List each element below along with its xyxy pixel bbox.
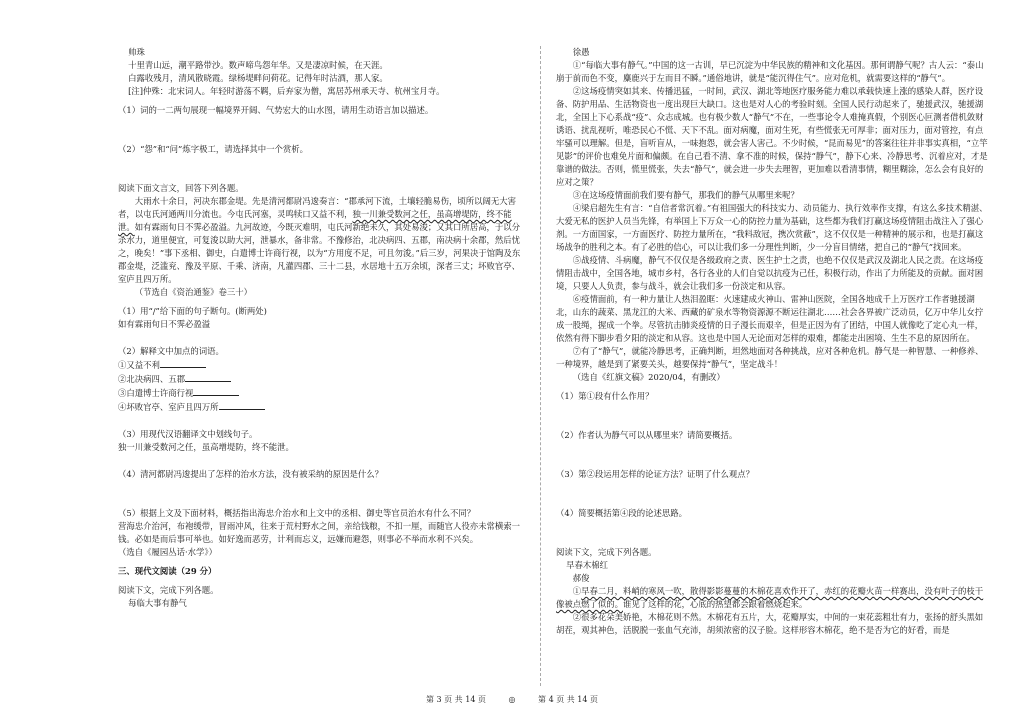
poem-note: [注]仲殊：北宋词人。年轻时游荡不羁，后弃家为僧，寓居苏州承天寺、杭州宝月寺。 bbox=[128, 86, 445, 96]
answer-blank[interactable] bbox=[193, 386, 239, 396]
question-c2: （2）解释文中加点的词语。 bbox=[118, 346, 224, 356]
page-number-left: 第 3 页 共 14 页 bbox=[425, 695, 486, 704]
article-author: 徐愚 bbox=[572, 47, 590, 57]
left-column bbox=[118, 46, 528, 610]
poem-title: 帅珠 bbox=[128, 47, 145, 57]
answer-blank[interactable] bbox=[219, 400, 265, 410]
article-paragraph: ③在这场疫情面前我们要有静气，那我们的静气从哪里来呢？ bbox=[572, 190, 799, 200]
article-paragraph: ①“每临大事有静气。”中国的这一古训，早已沉淀为中华民族的精神和文化基因。那何谓静气呢？古人云：“泰山崩于前而色不变，麋鹿兴于左而目不瞬。”通俗地讲，就是“能沉得住气”。应对危机，就需要这样的“静气”。 bbox=[556, 60, 984, 83]
poem-line: 十里青山远，潮平路带沙。数声啼鸟怨年华。又是凄凉时候，在天涯。 bbox=[128, 60, 388, 70]
reading2-author: 郝俊 bbox=[572, 573, 590, 583]
modern-title: 每临大事有静气 bbox=[128, 598, 187, 608]
question-c2-item: ④坏败官亭、室庐且四万所 bbox=[118, 400, 528, 414]
reading2-intro: 阅读下文，完成下列各题。 bbox=[556, 547, 657, 557]
underlined-sentence: 早春二月，料峭的寒风一吹，散得影影蔓蔓的木棉花喜欢作开了，赤红的花瓣火苗一样赛出，没有叶子的枝干像被点燃了似的。 bbox=[556, 586, 984, 609]
question-c2-item: ③白遣博士许商行视 bbox=[118, 386, 528, 400]
article-paragraph: ⑤战疫情、斗病魔，静气不仅仅是各级政府之责、医生护士之责，也绝不仅仅是武汉及湖北人民之责。在这场疫情阻击战中，全国各地，城市乡村，各行各业的人们自觉以抗疫为己任，积极行动，作出了力所能及的贡献。面对困境，只要人人负责，参与战斗，就会让我们多一份淡定和从容。 bbox=[556, 255, 984, 291]
reading2-paragraph: ②很多花朵美娇艳，木棉花则不然。木棉花有五片，大，花瓣厚实，中间的一束花蕊粗壮有力，张扬的舒头黑如胡茬，观其神色，活脱脱一张血气充沛，胡须浓密的汉子脸。这样形容木棉花，绝不是否为它的好看，而是 bbox=[556, 612, 984, 635]
question-poem-1: （1）词的一二两句展现一幅境界开阔、气势宏大的山水图，请用生动语言加以描述。 bbox=[118, 105, 434, 115]
question-c5-material: 营海忠介治河，布袍缓带，冒雨冲风，往来于荒村野水之间，亲给钱粮，不扣一厘，而随官人役亦未常横索一钱。必如是而后事可举也。如好逸而恶劳，计利而忘义，远嫌而避怨，则事必不举而水利不兴矣。 bbox=[118, 521, 520, 544]
question-c4: （4）清河都尉冯逡提出了怎样的治水方法，没有被采纳的原因是什么？ bbox=[118, 469, 383, 479]
article-paragraph: ⑥疫情面前，有一种力量让人热泪盈眶：火速建成火神山、雷神山医院，全国各地成千上万医疗工作者驰援湖北，山东的蔬菜、黑龙江的大米、西藏的矿泉水等物资源源不断运往湖北……社会各界被广泛动员，亿万中华儿女拧成一股绳，握成一个拳。尽管抗击肺炎疫情的日子漫长而艰辛，但是正因为有了团结，中国人就像吃了定心丸一样，依然有得下脚步看夕阳的淡定和从容。这也是中国人无论面对怎样的艰难，都能走出困境、生生不息的原因所在。 bbox=[556, 294, 984, 343]
section-heading: 三、现代文阅读（29 分） bbox=[118, 566, 217, 576]
poem-line: 白露收残月，清风散晓霞。绿杨堤畔问荷花。记得年时沽酒，那人家。 bbox=[128, 73, 388, 83]
underlined-sentence: 独一川兼受数河之任，虽高增堤防，终不能泄。 bbox=[118, 209, 512, 232]
question-c3-sentence: 独一川兼受数河之任，虽高增堤防，终不能泄。 bbox=[118, 442, 294, 452]
question-m4: （4）简要概括第④段的论述思路。 bbox=[556, 508, 687, 518]
page-footer bbox=[0, 694, 1024, 705]
article-paragraph: ④梁启超先生有言：“自信者常沉着。”有祖国强大的科技实力、动员能力、执行效率作支撑，有这么多技术精湛、大爱无私的医护人员当先锋，有举国上下万众一心的防控力量为基础，这些都为我们打赢这场疫情阻击战注入了强心剂。一方面国家，一方面医疗、防控力量所在，“我料敌冠，携次赏蔽”，这不仅仅是一种精神的展示和，也是打赢这场战争的胜利之本。有了必胜的信心，可以让我们多一分理性判断，少一分盲目情绪，把自己的“静气”找回来。 bbox=[556, 203, 988, 252]
page-number-right: 第 4 页 共 14 页 bbox=[538, 695, 599, 704]
question-m2: （2）作者认为静气可以从哪里来？请简要概括。 bbox=[556, 430, 738, 440]
column-divider bbox=[540, 46, 541, 686]
question-c1: （1）用“/”给下面的句子断句。(断两处) bbox=[118, 306, 267, 316]
question-c5-source: （选自《履园丛话·水学》） bbox=[118, 547, 217, 557]
article-source: （选自《红旗文稿》2020/04，有删改） bbox=[572, 372, 725, 382]
question-c5: （5）根据上文及下面材料，概括指出海忠介治水和上文中的丞相、御史等官员治水有什么不同？ bbox=[118, 508, 476, 518]
question-c2-item: ②北决病四、五郡 bbox=[118, 372, 528, 386]
reading2-title: 早春木棉红 bbox=[566, 560, 608, 570]
binding-mark-icon: ◎ bbox=[508, 695, 516, 704]
article-paragraph: ⑦有了“静气”，就能冷静思考，正确判断，坦然地面对各种挑战，应对各种危机。静气是一种智慧、一种修养、一种境界，越是到了紧要关头，越要保持“静气”，坚定战斗！ bbox=[556, 346, 984, 369]
reading2-paragraph: ①早春二月，料峭的寒风一吹，散得影影蔓蔓的木棉花喜欢作开了，赤红的花瓣火苗一样赛出，没有叶子的枝干像被点燃了似的。谁见了这样的花，心底的热望都会跟着燃烧起来。 bbox=[556, 586, 984, 609]
question-c2-item: ①又益不利 bbox=[118, 358, 528, 372]
right-column bbox=[556, 46, 988, 637]
answer-blank[interactable] bbox=[185, 372, 231, 382]
answer-blank[interactable] bbox=[160, 358, 206, 368]
question-poem-2: （2）“怨”和“问”炼字极工，请选择其中一个赏析。 bbox=[118, 144, 308, 154]
article-paragraph: ②这场疫情突如其来、传播迅猛，一时间，武汉、湖北等地医疗服务能力难以承载快速上涨的感染人群，医疗设备、防护用品、生活物资也一度出现巨大缺口。这也是对人心的考验时刻。全国人民行动起来了，驰援武汉，驰援湖北，全国上下心系战“疫”、众志成城。也有极少数人“静气”不在，一些事论令人难掩真假，个别医心叵测者借机敛财诱语、扰乱视听，唯恐民心不慌、天下不乱。面对病魔，面对生死，有些慌张无可厚非；面对压力，面对管控，有点牢骚可以理解。但是，盲听盲从，一味抱怨，就会害人害己。不少时候，“昆而易见”的答案往往并非事实真相，“立竿见影”的评价也难免片面和偏颇。在自己看不清、拿不准的时候，保持“静气”，静下心来、冷静思考、沉着应对，才是靠谱的做法。否则，慌里慌张，失去“静气”，就会进一步失去理智，更加难以看清事情，糊里糊涂，怎么会有良好的应对之策？ bbox=[556, 86, 988, 187]
question-m1: （1）第①段有什么作用？ bbox=[556, 391, 654, 401]
question-c1-sentence: 如有霖雨旬日不霁必盈溢 bbox=[118, 319, 211, 329]
classical-intro: 阅读下面文言文，回答下列各题。 bbox=[118, 183, 244, 193]
classical-source: （节选自《资治通鉴》卷三十） bbox=[134, 287, 253, 297]
modern-intro: 阅读下文，完成下列各题。 bbox=[118, 585, 219, 595]
question-c3: （3）用现代汉语翻译文中划线句子。 bbox=[118, 429, 258, 439]
question-m3: （3）第②段运用怎样的论证方法？证明了什么观点？ bbox=[556, 469, 754, 479]
classical-passage: 大雨水十余日，河决东郡金堤。先是清河都尉冯逡奏言：“郡承河下流，土壤轻脆易伤，顷所以阔无大害者，以屯氏河通两川分流也。今屯氏河塞，灵鸣犊口又益不利，独一川兼受数河之任，虽高增堤防，终不能泄。如有霖雨旬日不霁必盈溢。九河故迹，今既灭难明，屯氏河新绝未久，其处易浚；又其口所居高，于以分杀水力，道里便宜，可复浚以助大河，泄暴水，备非常。不豫修治，北决病四、五郡，南决病十余郡，然后忧之，晚矣！”事下丞相、御史，白遣博士许商行视，以为“方用度不足，可且勿浚。”后三岁，河果决于馆陶及东郡金堤，泛滥兖、豫及平原、千乘、济南，凡灌四郡、三十二县，水居地十五万余顷，深者三丈；坏败官亭、室庐且四万所。 bbox=[118, 196, 521, 284]
